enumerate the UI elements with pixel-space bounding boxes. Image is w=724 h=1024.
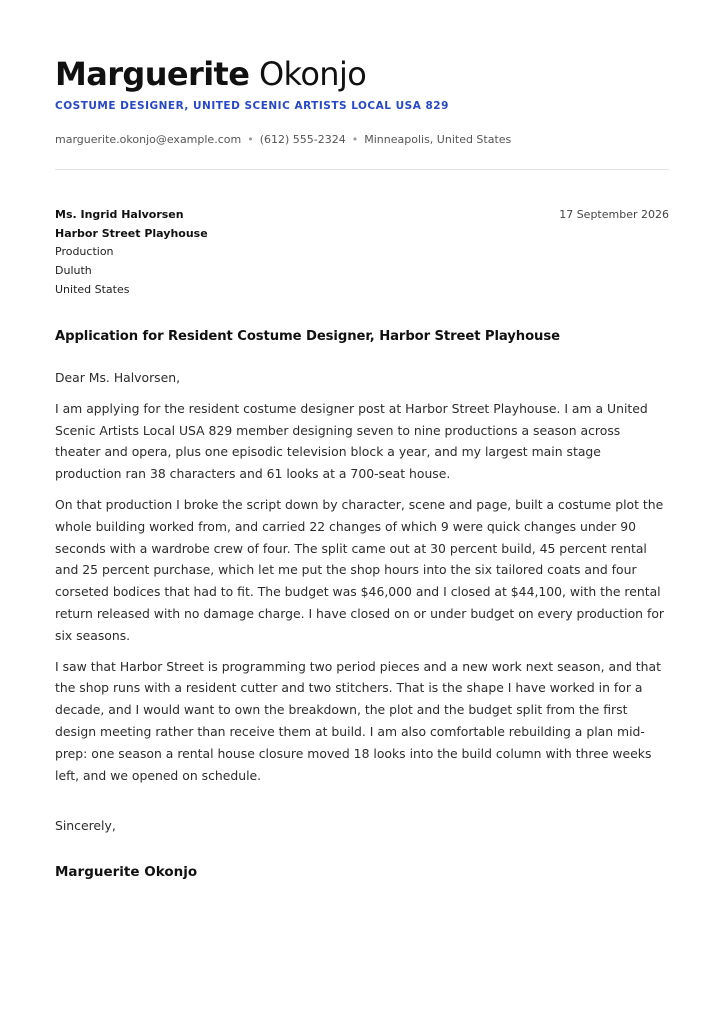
- location-text: Minneapolis, United States: [364, 133, 512, 146]
- recipient-country: United States: [55, 282, 130, 296]
- body-paragraph: I saw that Harbor Street is programming two period pieces and a new work next season, and that the shop runs with a resident cutter and two stitchers. That is the shape I have worked in for a decade, and I would want to own the breakdown, the plot and the budget split from the first design meeting rather than receive them at build. I am also comfortable rebuilding a plan mid-prep: one season a rental house closure moved 18 looks into the build column with three weeks left, and we opened on schedule.: [55, 658, 661, 783]
- signature-name: Marguerite Okonjo: [55, 864, 198, 880]
- body-paragraph: I am applying for the resident costume designer post at Harbor Street Playhouse. I am a United Scenic Artists Local USA 829 member designing seven to nine productions a season across theater and opera, plus one episodic television block a year, and my largest main stage production ran 38 characters and 61 looks at a 700-seat house.: [55, 400, 648, 482]
- email-text: marguerite.okonjo@example.com: [55, 133, 242, 146]
- letter-subject: Application for Resident Costume Designer, Harbor Street Playhouse: [55, 329, 560, 344]
- professional-title: COSTUME DESIGNER, UNITED SCENIC ARTISTS LOCAL USA 829: [55, 100, 449, 112]
- recipient-company: Harbor Street Playhouse: [55, 226, 208, 240]
- recipient-name: Ms. Ingrid Halvorsen: [55, 208, 184, 221]
- separator-dot: •: [247, 133, 254, 146]
- recipient-department: Production: [55, 245, 114, 259]
- phone-text: (612) 555-2324: [259, 133, 346, 146]
- letter-date: 17 September 2026: [559, 208, 669, 221]
- applicant-name: [55, 54, 366, 94]
- separator-dot: •: [351, 133, 359, 146]
- letter-body: [55, 367, 669, 795]
- recipient-city: Duluth: [55, 264, 92, 278]
- salutation: Dear Ms. Halvorsen,: [55, 370, 181, 385]
- contact-line: [55, 133, 511, 146]
- first-name: Marguerite: [55, 55, 250, 93]
- last-name: Okonjo: [258, 55, 367, 93]
- body-paragraph: On that production I broke the script down by character, scene and page, built a costume plot the whole building worked from, and carried 22 changes of which 9 were quick changes under 90 seconds with a wardrobe crew of four. The split came out at 30 percent build, 45 percent rental and 25 percent purchase, which let me put the shop hours into the six tailored coats and four corseted bodices that had to fit. The budget was $46,000 and I closed at $44,100, with the rental return released with no damage charge. I have closed on or under budget on every production for six seasons.: [55, 496, 665, 643]
- closing: Sincerely,: [55, 818, 116, 833]
- header-divider: [55, 169, 669, 170]
- recipient-block: [55, 206, 208, 300]
